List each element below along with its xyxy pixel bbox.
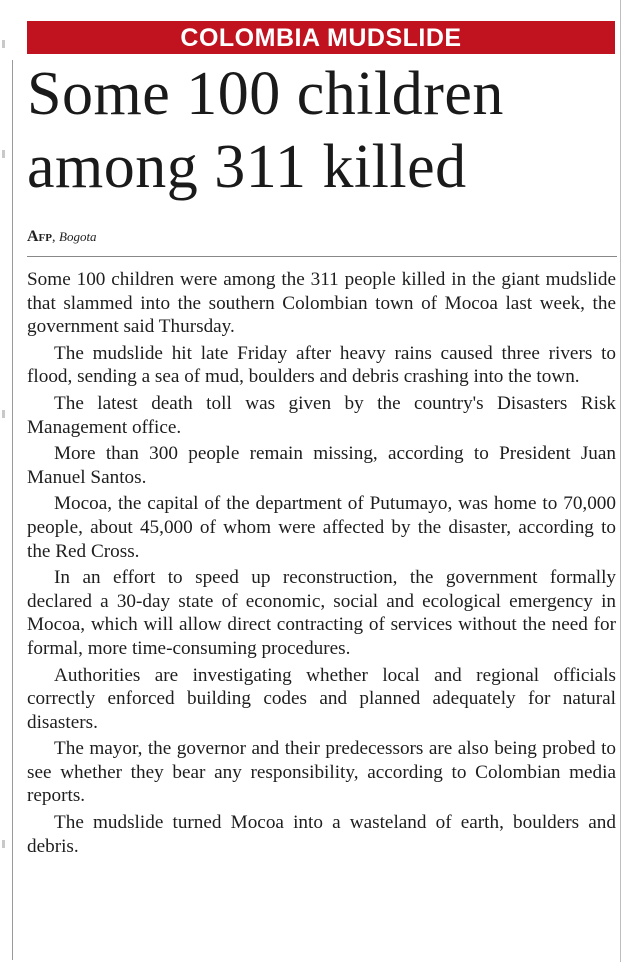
byline-location: Bogota <box>59 229 97 244</box>
byline-divider <box>27 256 617 257</box>
headline <box>27 58 619 204</box>
paragraph-5: Mocoa, the capital of the department of Putumayo, was home to 70,000 people, about 45,000 of whom were affected by the disaster, according to the Red Cross. <box>27 493 616 562</box>
margin-mark <box>2 40 5 48</box>
byline <box>27 228 97 246</box>
margin-mark <box>2 150 5 158</box>
paragraph-2: The mudslide hit late Friday after heavy rains caused three rivers to flood, sending a sea of mud, boulders and debris crashing into the town. <box>27 342 616 388</box>
paragraph-1: Some 100 children were among the 311 people killed in the giant mudslide that slammed into the southern Colombian town of Mocoa last week, the government said Thursday. <box>27 269 616 338</box>
left-column-rule <box>12 60 13 960</box>
article-body <box>27 268 616 861</box>
margin-mark <box>2 840 5 848</box>
right-column-rule <box>620 0 621 962</box>
headline-line-2: among 311 killed <box>27 133 467 201</box>
byline-separator: , <box>52 230 56 245</box>
margin-mark <box>2 410 5 418</box>
paragraph-3: The latest death toll was given by the country's Disasters Risk Management office. <box>27 392 616 438</box>
headline-line-1: Some 100 children <box>27 60 504 128</box>
paragraph-6: In an effort to speed up reconstruction, the government formally declared a 30-day state of economic, social and ecological emergency in Mocoa, which will allow direct contracting of services without the need for formal, more time-consuming procedures. <box>27 567 616 659</box>
paragraph-7: Authorities are investigating whether local and regional officials correctly enforced building codes and planned adequately for natural disasters. <box>27 664 616 733</box>
paragraph-8: The mayor, the governor and their predecessors are also being probed to see whether they bear any responsibility, according to Colombian media reports. <box>27 738 616 807</box>
kicker-banner: COLOMBIA MUDSLIDE <box>27 21 615 54</box>
paragraph-4: More than 300 people remain missing, according to President Juan Manuel Santos. <box>27 443 616 488</box>
byline-agency: Afp <box>27 228 52 245</box>
paragraph-9: The mudslide turned Mocoa into a wasteland of earth, boulders and debris. <box>27 812 616 857</box>
